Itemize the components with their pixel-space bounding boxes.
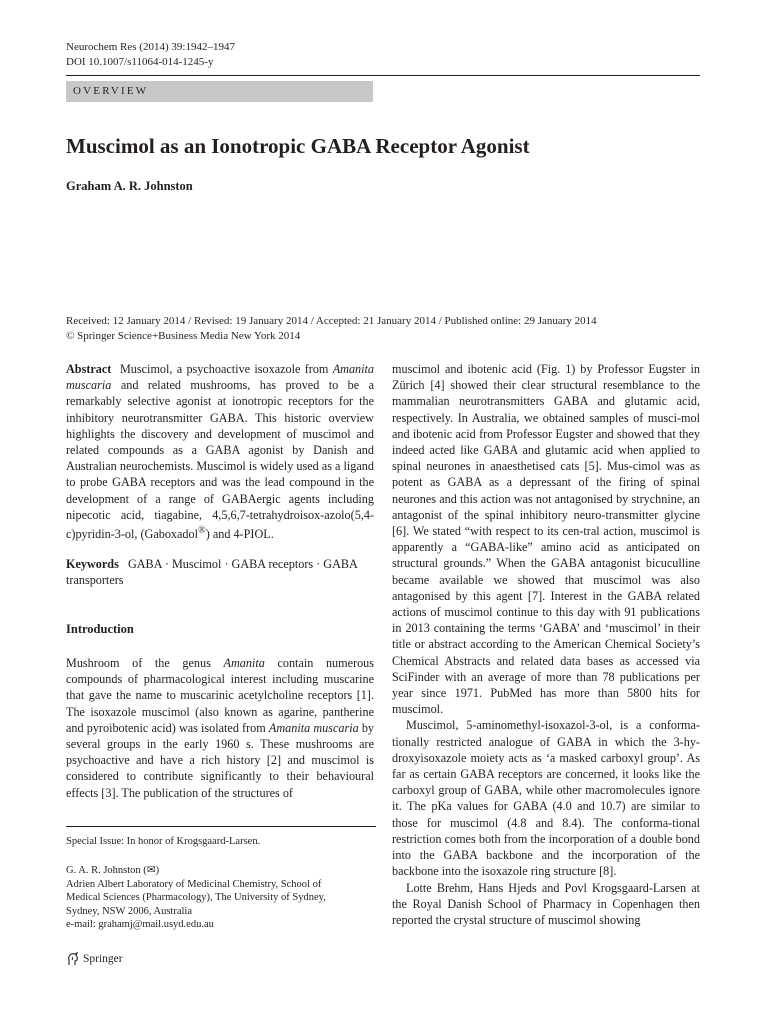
author-email[interactable]: e-mail: grahamj@mail.usyd.edu.au xyxy=(66,919,214,930)
abstract-text-a: Muscimol, a psychoactive isoxazole from xyxy=(119,362,329,376)
section-heading-introduction: Introduction xyxy=(66,622,134,636)
publisher-name: Springer xyxy=(83,953,123,965)
footnote-rule xyxy=(66,826,376,827)
registered-mark: ® xyxy=(198,525,206,537)
article-title: Muscimol as an Ionotropic GABA Receptor Agonist xyxy=(66,134,530,158)
intro-text-c: by several groups in the early 1960 s. These mushrooms are psychoactive and have a rich history [2] and muscimol is considered to contribute significantly to their behavioural effects [3]. The publication of the structures of xyxy=(66,720,375,800)
author-paren: ) xyxy=(155,865,160,876)
journal-citation: Neurochem Res (2014) 39:1942–1947 xyxy=(66,41,235,53)
right-paragraph-2: Muscimol, 5-aminomethyl-isoxazol-3-ol, is a conforma-tionally restricted analogue of GABA in which the 3-hy-droxyisoxazole moiety acts as ‘a masked carboxyl group’. As far as certain GABA receptors are concerned, it looks like the carboxyl group of GABA, while other macromolecules ignore it. The pKa values for GABA (4.0 and 10.7) are similar to those for muscimol (4.8 and 8.4). The conforma-tional restriction comes both from the incorporation of a double bond into the GABA backbone and the incorporation of the backbone into the isoxazole ring structure [8]. xyxy=(392,718,700,879)
keywords-text: GABA · Muscimol · GABA receptors · GABA transporters xyxy=(66,557,358,588)
envelope-icon: ✉ xyxy=(146,865,156,876)
special-issue-note: Special Issue: In honor of Krogsgaard-Larsen. xyxy=(66,836,261,847)
affiliation-address: Adrien Albert Laboratory of Medicinal Chemistry, School of Medical Sciences (Pharmacology), The University of Sydney, Sydney, NSW 2006, Australia xyxy=(66,878,326,917)
abstract xyxy=(66,361,374,542)
abstract-text-c: ) and 4-PIOL. xyxy=(205,527,274,542)
intro-species: Amanita muscaria xyxy=(268,720,359,735)
abstract-species: Amanita muscaria xyxy=(66,362,375,393)
intro-text-b: contain numerous compounds of pharmacological interest including muscarine that gave the name to muscarinic acetylcholine receptors [1]. The isoxazole muscimol (also known as agarine, pantherine and pyroibotenic acid) was isolated from xyxy=(66,656,375,735)
history-dates: Received: 12 January 2014 / Revised: 19 January 2014 / Accepted: 21 January 2014 / Published online: 29 January 2014 xyxy=(66,315,597,327)
journal-header xyxy=(66,40,235,70)
keywords-label: Keywords xyxy=(66,557,119,571)
abstract-label: Abstract xyxy=(66,362,112,376)
doi: DOI 10.1007/s11064-014-1245-y xyxy=(66,56,214,68)
copyright: © Springer Science+Business Media New York 2014 xyxy=(66,330,301,342)
intro-genus: Amanita xyxy=(223,656,265,670)
publication-dates xyxy=(66,314,597,344)
intro-text-a: Mushroom of the genus xyxy=(66,656,211,670)
right-column xyxy=(392,361,700,928)
abstract-text-b: and related mushrooms, has proved to be a remarkably selective agonist at ionotropic receptors for the inhibitory neurotransmitter GABA. This historic overview highlights the discovery and development of muscimol and related compounds as a GABA agonist by Danish and Australian neurochemists. Muscimol is widely used as a ligand to probe GABA receptors and was the lead compound in the development of a range of GABAergic agents including nipecotic acid, tiagabine, 4,5,6,7-tetrahydroisox-azolo(5,4-c)pyridin-3-ol, (Gaboxadol xyxy=(66,378,374,542)
header-rule xyxy=(66,75,700,76)
springer-horse-icon xyxy=(66,952,79,966)
keywords xyxy=(66,556,374,588)
author-name: Graham A. R. Johnston xyxy=(66,179,193,193)
page-footer xyxy=(66,952,123,966)
right-paragraph-1: muscimol and ibotenic acid (Fig. 1) by Professor Eugster in Zürich [4] showed their clear structural resemblance to the mammalian neurotransmitters GABA and glutamic acid, respectively. In Australia, we obtained samples of musci-mol and ibotenic acid from Professor Eugster and showed that they indeed acted like GABA and glutamic acid when applied to spinal neurones in anaesthetised cats [5]. Mus-cimol was as potent as GABA as a depressant of the firing of spinal neurones and this action was not antagonised by strychnine, an antagonist of the spinal inhibitory neuro-transmitter glycine [6]. We stated “with respect to its cen-tral action, muscimol is apparently a “GABA-like” amino acid as anticipated on structural grounds.” When the GABA antagonist bicuculline became available we showed that muscimol was also antagonised by this agent [7]. Interest in the GABA related actions of muscimol continue to this day with 91 publications in 2013 containing the terms ‘GABA’ and ‘muscimol’ in their title or abstract according to the American Chemical Society’s Chemical Abstracts and related data bases as accessed via SciFinder with an average of more than 78 publications per year since 1971. PubMed has more than 5800 hits for muscimol. xyxy=(392,362,700,717)
introduction-paragraph xyxy=(66,655,374,801)
corresponding-author: G. A. R. Johnston ( xyxy=(66,865,147,876)
article-type-banner: OVERVIEW xyxy=(66,81,373,102)
author-affiliation xyxy=(66,864,356,932)
right-paragraph-3: Lotte Brehm, Hans Hjeds and Povl Krogsgaard-Larsen at the Royal Danish School of Pharmacy in Copenhagen then reported the crystal structure of muscimol showing xyxy=(392,880,700,927)
